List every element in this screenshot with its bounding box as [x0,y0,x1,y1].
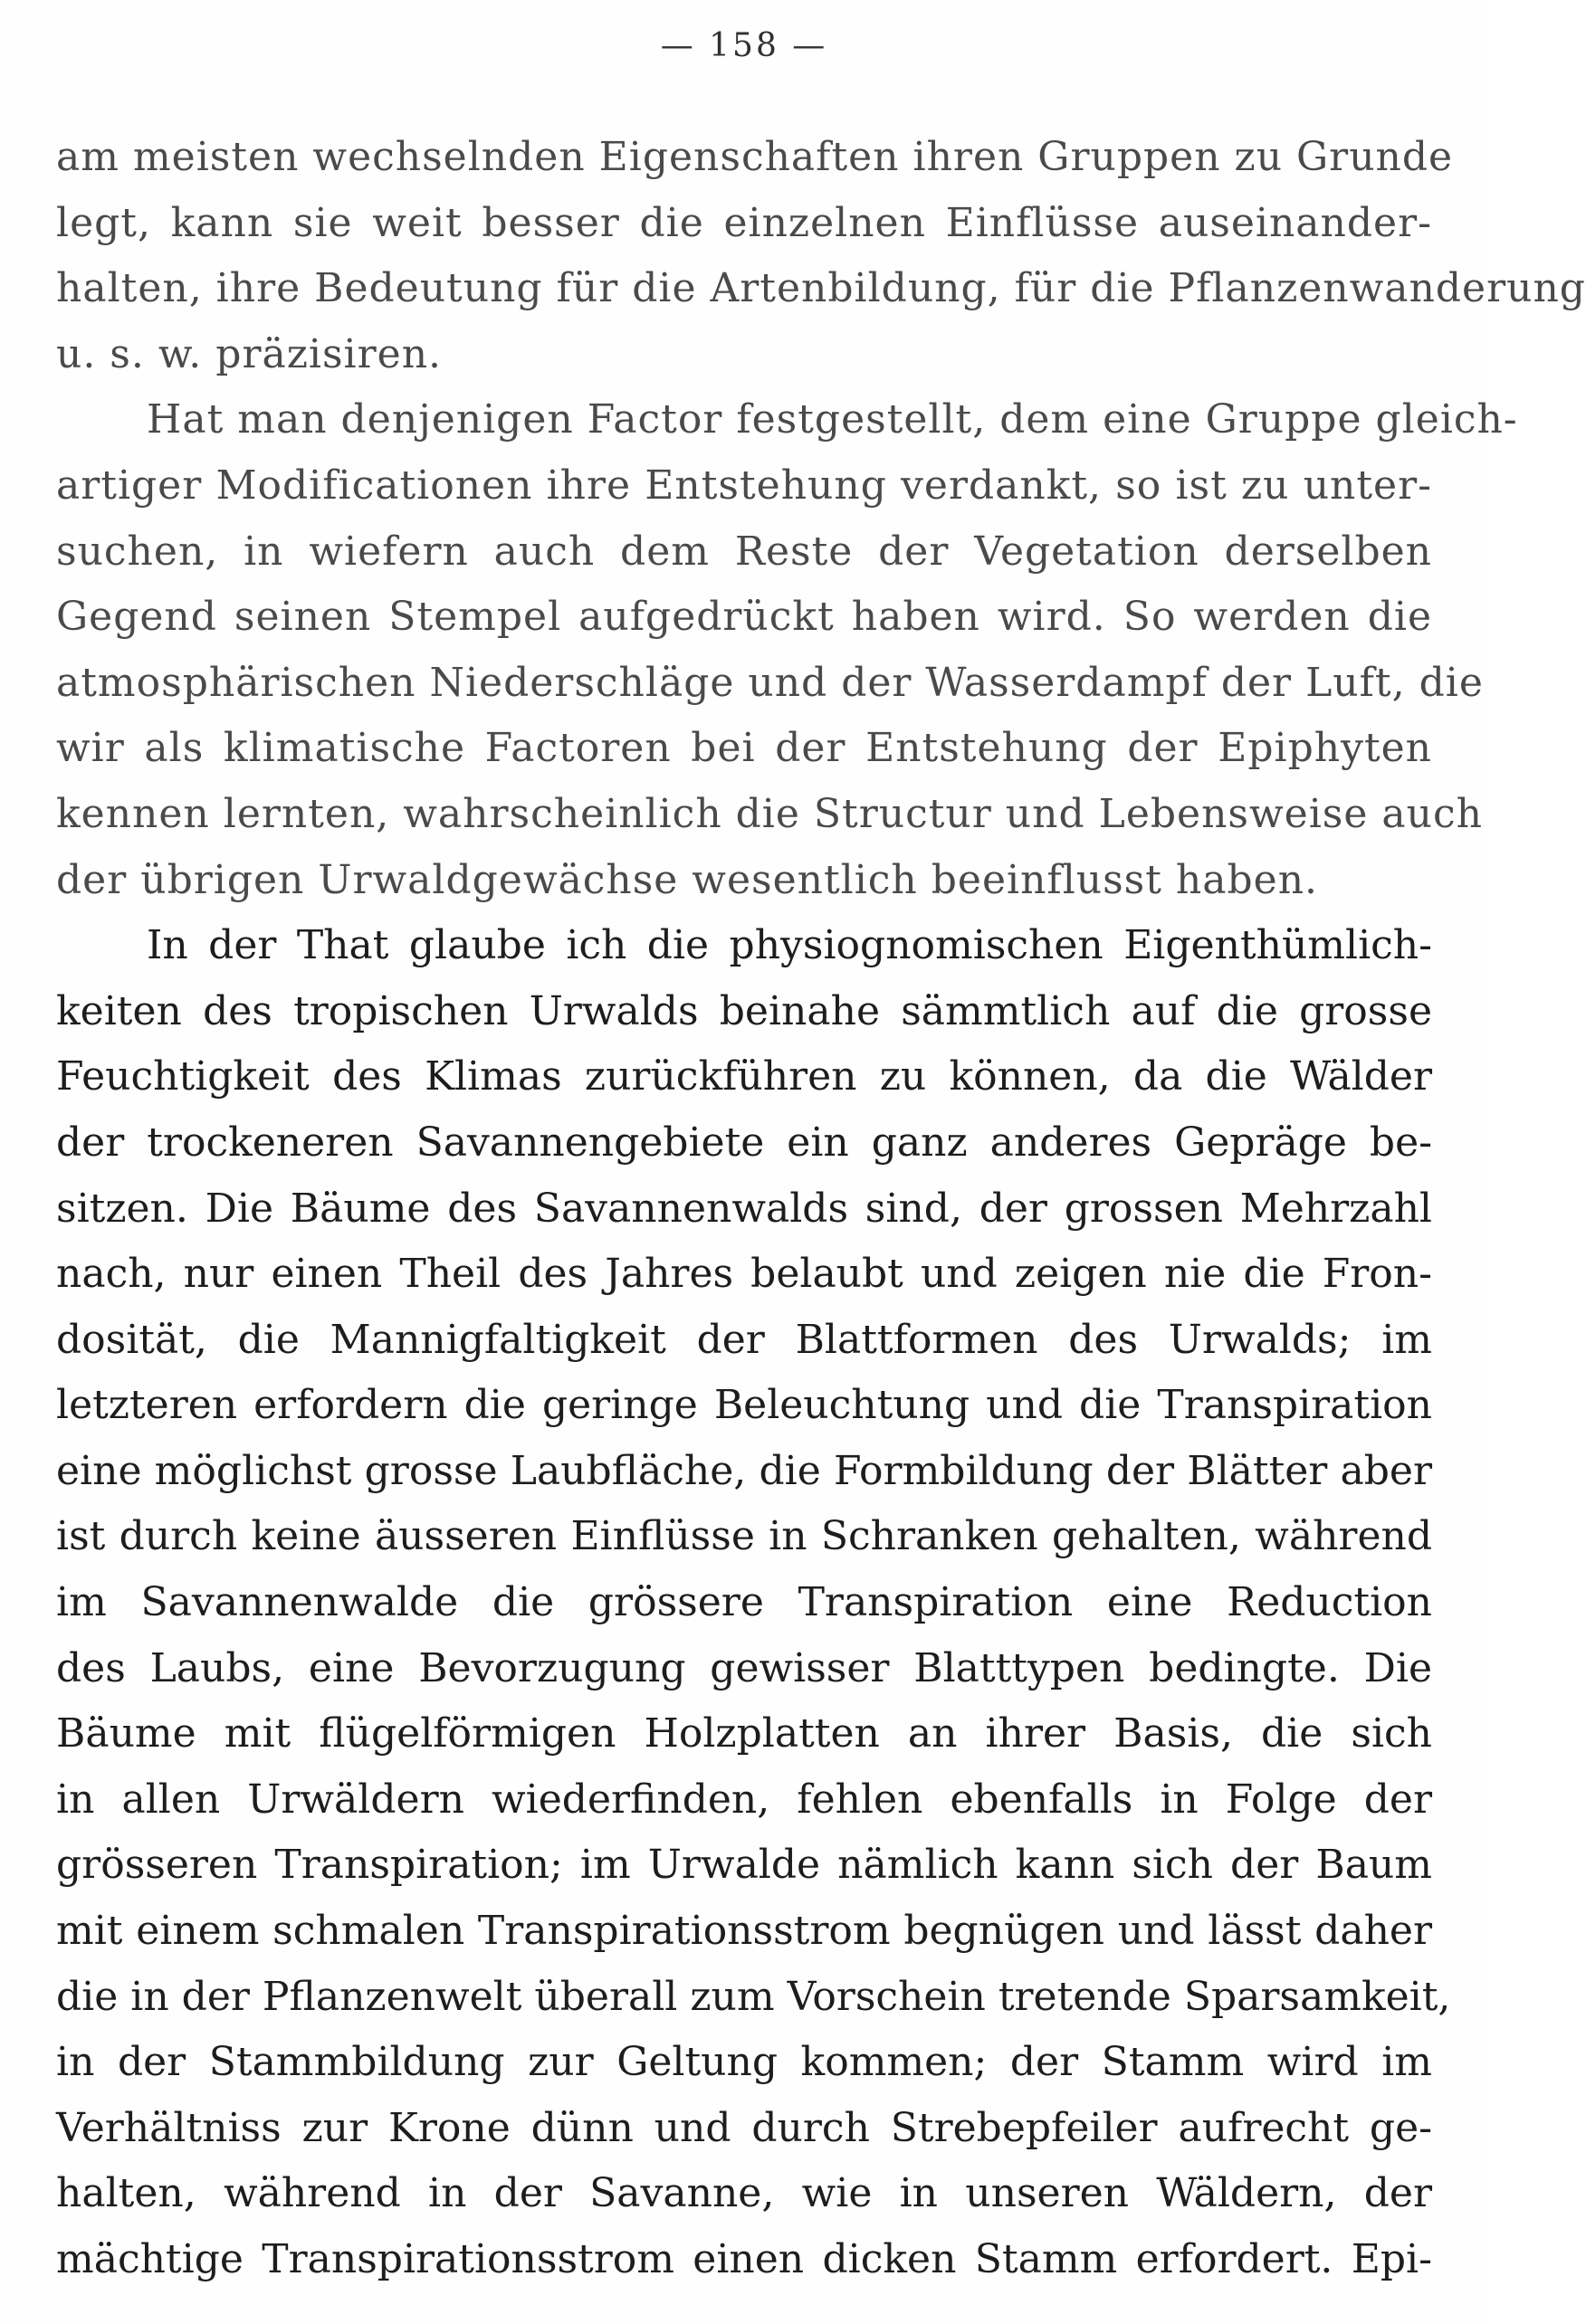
text-line: die in der Pflanzenwelt überall zum Vorschein tretende Sparsamkeit, [56,1973,1451,2020]
text-line: in allen Urwäldern wiederfinden, fehlen ebenfalls in Folge der [56,1776,1432,1823]
text-line: Feuchtigkeit des Klimas zurückführen zu können, da die Wälder [56,1053,1432,1100]
text-line: am meisten wechselnden Eigenschaften ihren Gruppen zu Grunde [56,134,1454,180]
text-line: im Savannenwalde die grössere Transpiration eine Reduction [56,1579,1432,1626]
text-line: Hat man denjenigen Factor festgestellt, dem eine Gruppe gleich- [147,396,1518,443]
text-line: dosität, die Mannigfaltigkeit der Blattformen des Urwalds; im [56,1316,1432,1363]
text-line: des Laubs, eine Bevorzugung gewisser Blatttypen bedingte. Die [56,1644,1432,1691]
text-line: in der Stammbildung zur Geltung kommen; der Stamm wird im [56,2039,1432,2086]
text-line: mächtige Transpirationsstrom einen dicken Stamm erfordert. Epi- [56,2236,1432,2282]
text-line: kennen lernten, wahrscheinlich die Structur und Lebensweise auch [56,790,1483,837]
text-line: grösseren Transpiration; im Urwalde nämlich kann sich der Baum [56,1842,1432,1889]
text-line: u. s. w. präzisiren. [56,330,443,377]
text-line: der übrigen Urwaldgewächse wesentlich beeinflusst haben. [56,856,1319,903]
text-line: Gegend seinen Stempel aufgedrückt haben wird. So werden die [56,594,1432,641]
text-line: eine möglichst grosse Laubfläche, die Formbildung der Blätter aber [56,1447,1432,1494]
text-line: keiten des tropischen Urwalds beinahe sämmtlich auf die grosse [56,987,1432,1034]
text-line: ist durch keine äusseren Einflüsse in Schranken gehalten, während [56,1513,1432,1560]
text-line: mit einem schmalen Transpirationsstrom begnügen und lässt daher [56,1908,1432,1955]
text-line: sitzen. Die Bäume des Savannenwalds sind, der grossen Mehrzahl [56,1185,1432,1232]
text-line: letzteren erfordern die geringe Beleuchtung und die Transpiration [56,1382,1432,1429]
text-line: nach, nur einen Theil des Jahres belaubt und zeigen nie die Fron- [56,1251,1432,1298]
page-number: — 158 — [660,27,828,64]
body-text [56,125,1586,2293]
text-line: suchen, in wiefern auch dem Reste der Vegetation derselben [56,528,1432,575]
text-line: der trockeneren Savannengebiete ein ganz anderes Gepräge be- [56,1119,1432,1166]
text-line: artiger Modificationen ihre Entstehung verdankt, so ist zu unter- [56,462,1432,509]
text-line: In der That glaube ich die physiognomischen Eigenthümlich- [147,922,1432,969]
text-line: Bäume mit flügelförmigen Holzplatten an ihrer Basis, die sich [56,1710,1432,1757]
text-line: wir als klimatische Factoren bei der Entstehung der Epiphyten [56,725,1432,772]
text-line: halten, während in der Savanne, wie in unseren Wäldern, der [56,2170,1432,2217]
text-line: halten, ihre Bedeutung für die Artenbildung, für die Pflanzenwanderung [56,265,1586,312]
text-line: atmosphärischen Niederschläge und der Wasserdampf der Luft, die [56,659,1484,706]
text-line: Verhältniss zur Krone dünn und durch Strebepfeiler aufrecht ge- [56,2104,1432,2151]
text-line: legt, kann sie weit besser die einzelnen Einflüsse auseinander- [56,199,1432,246]
